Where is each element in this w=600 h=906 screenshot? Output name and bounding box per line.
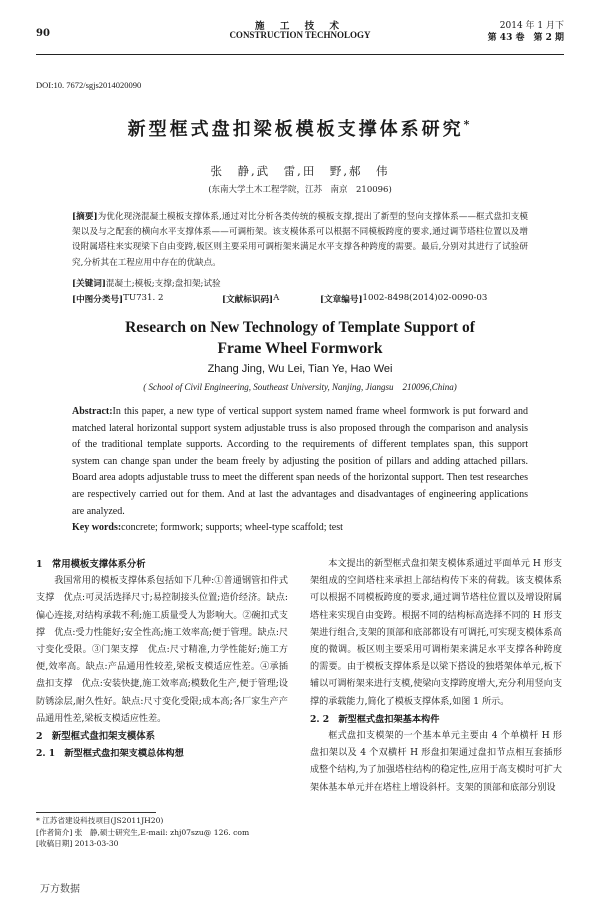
title-footnote-mark: * — [463, 118, 473, 131]
keywords-en-text: concrete; formwork; supports; wheel-type scaffold; test — [121, 522, 343, 533]
abstract-cn-label: [摘要] — [72, 212, 98, 222]
running-header — [36, 14, 564, 50]
section-1-heading: 1 常用模板支撑体系分析 — [36, 559, 146, 570]
clc-value: TU731. 2 — [123, 293, 164, 303]
article-number — [320, 293, 488, 305]
affiliation-cn: (东南大学土木工程学院，江苏 南京 210096) — [208, 185, 392, 195]
title-en-line1: Research on New Technology of Template Support of — [125, 319, 475, 336]
clc-label: [中图分类号] — [72, 295, 124, 305]
abstract-en-text: In this paper, a new type of vertical support system named frame wheel formwork is put forward and matched lateral horizontal support system adjustable truss is also proposed through the comparison and analysis of the traditional template supports. According to the requirements of different templates span, this support system can change span under the beam freely by adjusting the position of pillars and adding attached pillars. Board area adopts adjustable truss to meet the different span needs of the horizontal support. Then test researches are respectively carried out for them. And at last the advantages and disadvantages of engineering applications are analyzed. — [72, 406, 528, 517]
affiliation-en: ( School of Civil Engineering, Southeast University, Nanjing, Jiangsu 210096,China) — [143, 382, 457, 392]
title-en-line2: Frame Wheel Formwork — [217, 340, 383, 357]
footnote-rule — [36, 812, 156, 813]
title-cn-text: 新型框式盘扣梁板模板支撑体系研究 — [127, 119, 464, 140]
keywords-en-label: Key words: — [72, 522, 122, 533]
doc-code — [222, 293, 280, 305]
keywords-en — [72, 522, 528, 533]
section-2-2-paragraph: 框式盘扣支模架的一个基本单元主要由 4 个单横杆 H 形盘扣架以及 4 个双横杆 H 形盘扣架通过盘扣节点相互套插形成整个结构,为了加强塔柱结构的稳定性,应用于高支模时可扩大架体基本单元并在塔柱上增设斜杆。支架的顶部和底部分别设 — [310, 731, 562, 793]
section-2-1-paragraph: 本文提出的新型框式盘扣架支模体系通过平面单元 H 形支架组成的空间塔柱来承担上部结构传下来的荷载。该支模体系可以根据不同模板跨度的要求,通过调节塔柱位置以及增设附属塔柱来实现自由变跨。根据不同的结构标高选择不同的 H 形支架进行组合,支架的顶部和底部都设有可调托,可实现支模体系高度的微调。板区则主要采用可调桁架来满足水平支撑各种跨度的需要。由于模板支撑体系是以梁下搭设的独塔架体单元,板下辅以可调桁架来进行支模,使梁向支撑跨度增大,充分利用竖向支撑的承载能力,简化了模板支撑体系,如图 1 所示。 — [310, 559, 562, 707]
journal-name-en: CONSTRUCTION TECHNOLOGY — [229, 30, 371, 40]
watermark: 万方数据 — [40, 884, 80, 895]
footnote-author: [作者简介] 张 静,硕士研究生,E-mail: zhj07szu@ 126. com — [36, 827, 250, 837]
authors-en: Zhang Jing, Wu Lei, Tian Ye, Hao Wei — [207, 363, 393, 375]
authors-cn: 张 静,武 雷,田 野,郝 伟 — [210, 164, 390, 178]
journal-name-cn: 施 工 技 术 — [255, 21, 345, 32]
title-en — [0, 317, 600, 359]
abstract-cn-text: 为优化现浇混凝土模板支撑体系,通过对比分析各类传统的模板支撑,提出了新型的竖向支撑体系——框式盘扣支模架以及与之配套的横向水平支撑体系——可调桁架。该支模体系可以根据不同模板跨度的要求,通过调节塔柱位置以及增设附属塔柱来实现梁下自由变跨,板区则主要采用可调桁架来满足水平支撑各种跨度的需要。最后,分别对其进行了试验研究,分析其在工程应用中存在的优缺点。 — [72, 212, 528, 268]
section-1-paragraph: 我国常用的模板支撑体系包括如下几种:①普通钢管扣件式支撑 优点:可灵活选择尺寸;易控制接头位置;造价经济。缺点:偏心连接,对结构承载不利;施工质量受人为影响大。②碗扣式支撑 优点:受力性能好;安全性高;施工效率高;便于管理。缺点:尺寸变化受限。③门架支撑 优点:尺寸精准,力学性能好;施工方便,效率高。缺点:产品通用性较差,梁板支模适应性差。④承插盘扣支撑 优点:安装快捷,施工效率高;模数化生产,便于管理;设防锈涂层,耐久性好。缺点:尺寸变化受限;成本高;各厂家生产产品通用性差,梁板支模适应性差。 — [36, 576, 288, 724]
clc-code — [72, 293, 164, 305]
keywords-cn-text: 混凝土;模板;支撑;盘扣架;试验 — [105, 279, 221, 289]
page-number: 90 — [36, 28, 50, 39]
header-rule — [36, 54, 564, 55]
section-2-2-heading: 2. 2 新型框式盘扣架基本构件 — [310, 713, 440, 725]
title-cn — [0, 115, 600, 141]
volume-issue: 第 43 卷 第 2 期 — [487, 33, 564, 43]
abstract-en — [72, 404, 528, 520]
body-column-left — [36, 556, 288, 762]
doc-code-label: [文献标识码] — [222, 295, 274, 305]
article-no-value: 1002-8498(2014)02-0090-03 — [362, 293, 488, 303]
footnote-fund: * 江苏省建设科技项目(JS2011JH20) — [36, 816, 164, 825]
keywords-cn-label: [关键词] — [72, 279, 106, 289]
abstract-en-label: Abstract: — [72, 406, 113, 417]
section-2-heading: 2 新型框式盘扣架支模体系 — [36, 731, 156, 743]
abstract-cn — [72, 210, 528, 271]
footnote — [36, 815, 296, 850]
doi: DOI:10. 7672/sgjs2014020090 — [36, 80, 142, 90]
body-column-right — [310, 556, 562, 797]
keywords-cn — [72, 277, 528, 292]
footnote-received: [收稿日期] 2013-03-30 — [36, 839, 119, 848]
article-no-label: [文章编号] — [320, 295, 363, 305]
doc-code-value: A — [273, 293, 280, 303]
issue-date: 2014 年 1 月下 — [499, 21, 564, 31]
section-2-1-heading: 2. 1 新型框式盘扣架支模总体构想 — [36, 748, 184, 760]
